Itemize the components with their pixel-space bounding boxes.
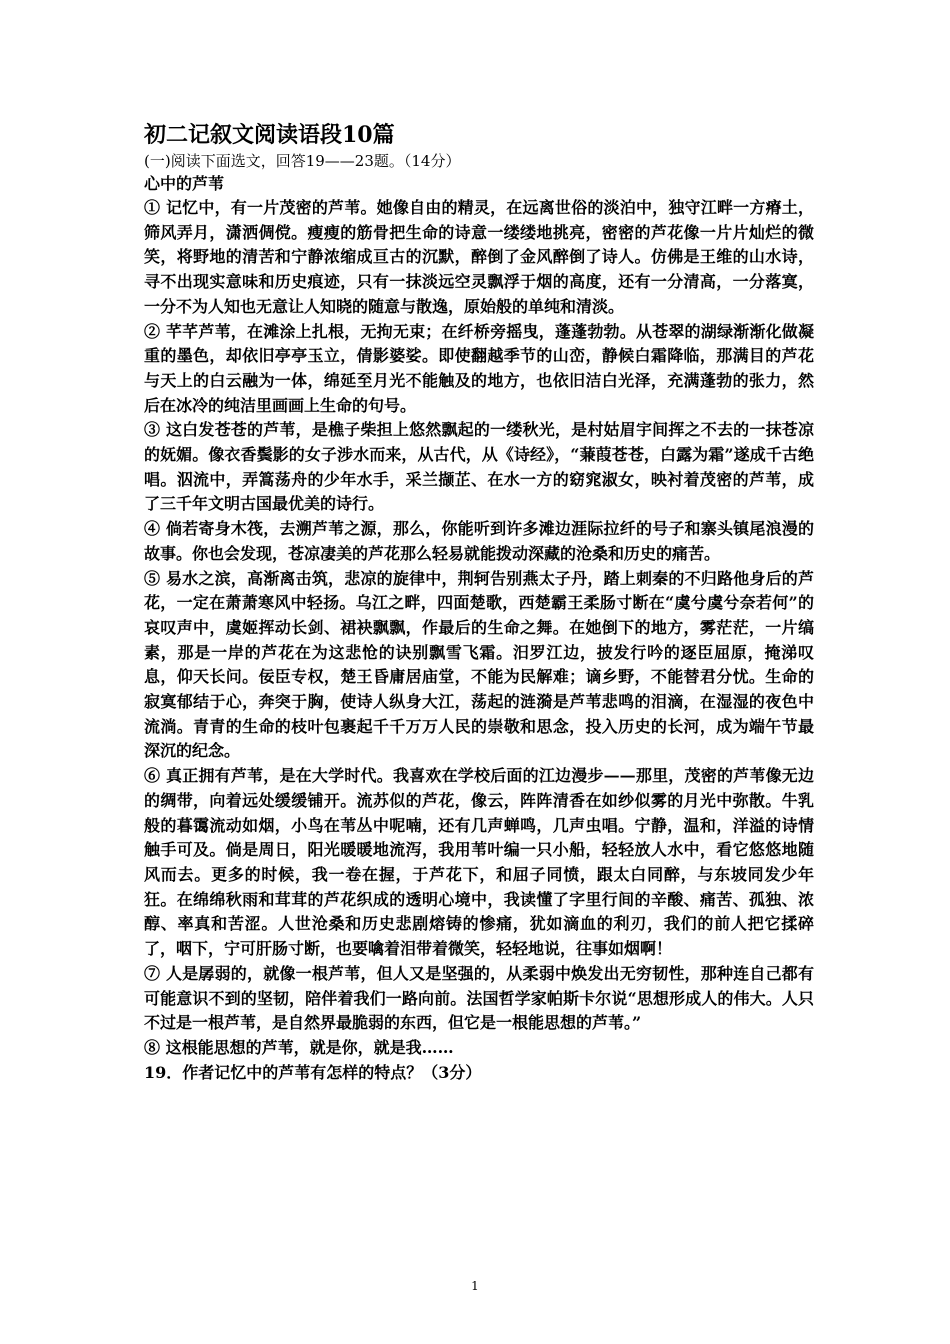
paragraph-2: ② 芊芊芦苇，在滩涂上扎根，无拘无束；在纤桥旁摇曳，蓬蓬勃勃。从苍翠的湖绿渐渐化做凝重的墨色，却依旧亭亭玉立，倩影婆娑。即使翻越季节的山峦，静候白霜降临，那满目的芦花与天上的白云融为一体，绵延至月光不能触及的地方，也依旧洁白光泽，充满蓬勃的张力，然后在冰冷的纯洁里画画上生命的句号。 <box>144 321 814 415</box>
document-title: 初二记叙文阅读语段10篇 <box>144 122 395 148</box>
page-number: 1 <box>471 1279 479 1293</box>
paragraph-8: ⑧ 这根能思想的芦苇，就是你，就是我…… <box>144 1037 454 1057</box>
document-content <box>144 120 814 1085</box>
paragraph-1: ① 记忆中，有一片茂密的芦苇。她像自由的精灵，在远离世俗的淡泊中，独守江畔一方瘠土，筛风弄月，潇洒倜傥。瘦瘦的筋骨把生命的诗意一缕缕地挑亮，密密的芦花像一片片灿烂的微笑，将野地的清苦和宁静浓缩成亘古的沉默，醉倒了金风醉倒了诗人。仿佛是王维的山水诗，寻不出现实意味和历史痕迹，只有一抹淡远空灵飘浮于烟的高度，还有一分清高，一分落寞，一分不为人知也无意让人知晓的随意与散逸，原始般的单纯和清淡。 <box>144 198 814 316</box>
paragraph-7: ⑦ 人是孱弱的，就像一根芦苇，但人又是坚强的，从柔弱中焕发出无穷韧性，那种连自己都有可能意识不到的坚韧，陪伴着我们一路向前。法国哲学家帕斯卡尔说“思想形成人的伟大。人只不过是一根芦苇，是自然界最脆弱的东西，但它是一根能思想的芦苇。” <box>144 963 814 1033</box>
question-19: 19．作者记忆中的芦苇有怎样的特点？（3分） <box>144 1062 482 1082</box>
paragraph-3: ③ 这白发苍苍的芦苇，是樵子柴担上悠然飘起的一缕秋光，是村姑眉宇间挥之不去的一抹苍凉的妩媚。像衣香鬓影的女子涉水而来，从古代，从《诗经》，“蒹葭苍苍，白露为霜”遂成千古绝唱。泅流中，弄篙荡舟的少年水手，采兰撷芷、在水一方的窈窕淑女，映衬着茂密的芦苇，成了三千年文明古国最优美的诗行。 <box>144 420 814 514</box>
reading-instruction: (一)阅读下面选文，回答19——23题。（14分） <box>144 152 461 170</box>
paragraph-5: ⑤ 易水之滨，高渐离击筑，悲凉的旋律中，荆轲告别燕太子丹，踏上刺秦的不归路他身后的芦花，一定在萧萧寒风中轻扬。乌江之畔，四面楚歌，西楚霸王柔肠寸断在“虞兮虞兮奈若何”的哀叹声中，虞姬挥动长剑、裙袂飘飘，作最后的生命之舞。在她倒下的地方，雾茫茫，一片缟素，那是一岸的芦花在为这悲怆的诀别飘雪飞霜。汨罗江边，披发行吟的逐臣屈原，掩涕叹息，仰天长问。佞臣专权，楚王昏庸居庙堂，不能为民解难；谪乡野，不能替君分忧。生命的寂寞郁结于心，奔突于胸，使诗人纵身大江，荡起的涟漪是芦苇悲鸣的泪滴，在湿湿的夜色中流淌。青青的生命的枝叶包裹起千千万万人民的崇敬和思念，投入历史的长河，成为端午节最深沉的纪念。 <box>144 568 814 761</box>
paragraph-4: ④ 倘若寄身木筏，去溯芦苇之源，那么，你能听到许多滩边涯际拉纤的号子和寨头镇尾浪漫的故事。你也会发现，苍凉凄美的芦花那么轻易就能拨动深藏的沧桑和历史的痛苦。 <box>144 519 814 563</box>
article-title: 心中的芦苇 <box>144 174 225 193</box>
paragraph-6: ⑥ 真正拥有芦苇，是在大学时代。我喜欢在学校后面的江边漫步——那里，茂密的芦苇像无边的绸带，向着远处缓缓铺开。流苏似的芦花，像云，阵阵清香在如纱似雾的月光中弥散。牛乳般的暮霭流动如烟，小鸟在苇丛中呢喃，还有几声蝉鸣，几声虫唱。宁静，温和，洋溢的诗情触手可及。倘是周日，阳光暖暖地流泻，我用苇叶编一只小船，轻轻放人水中，看它悠悠地随风而去。更多的时候，我一卷在握，于芦花下，和屈子同愤，跟太白同醉，与东坡同发少年狂。在绵绵秋雨和茸茸的芦花织成的透明心境中，我读懂了字里行间的辛酸、痛苦、孤独、浓醇、率真和苦涩。人世沧桑和历史悲剧熔铸的惨痛，犹如滴血的利刃，我们的前人把它揉碎了，咽下，宁可肝肠寸断，也要噙着泪带着微笑，轻轻地说，往事如烟啊！ <box>144 766 814 959</box>
